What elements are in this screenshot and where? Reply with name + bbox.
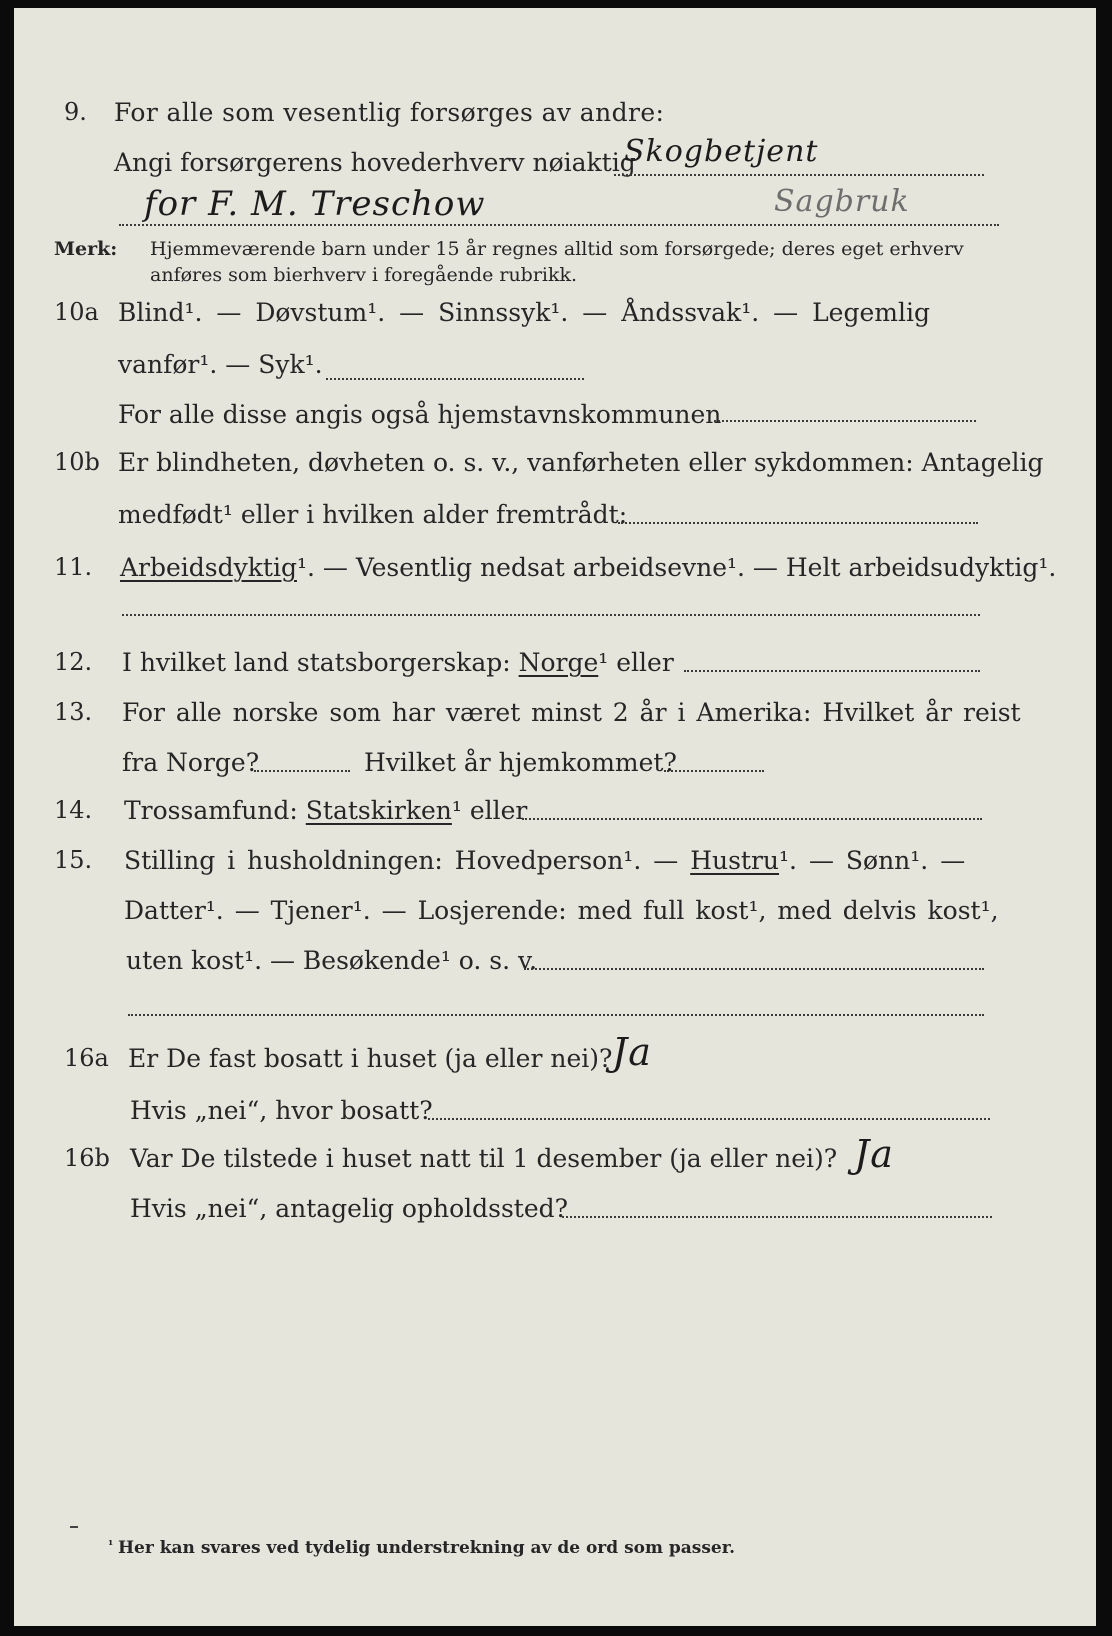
q16b-line-1: Var De tilstede i huset natt til 1 desember (ja eller nei)? <box>130 1144 838 1173</box>
q16a-row-2 <box>14 1096 1096 1132</box>
q10a-row-2 <box>14 350 1096 386</box>
q9-answer-row-2 <box>14 184 1096 232</box>
q13-row-2 <box>14 748 1096 784</box>
q9-answer-line-2 <box>119 224 999 226</box>
q11-row <box>14 553 1096 589</box>
q15-line-2: Datter¹. — Tjener¹. — Losjerende: med full kost¹, med delvis kost¹, <box>124 896 999 925</box>
q16a-answer-line <box>428 1118 990 1120</box>
q12-selected-option: Norge <box>518 648 599 677</box>
q10b-row-1 <box>14 448 1096 484</box>
q16a-line-2: Hvis „nei“, hvor bosatt? <box>130 1096 433 1125</box>
q10a-number: 10a <box>54 298 99 326</box>
q13-line-2b: Hvilket år hjemkommet? <box>364 748 677 777</box>
q12-answer-line <box>684 670 980 672</box>
q9-title: For alle som vesentlig forsørges av andre: <box>114 98 665 127</box>
q12-pre: I hvilket land statsborgerskap: <box>122 648 511 677</box>
q16a-number: 16a <box>64 1044 109 1072</box>
q10a-line-2: vanfør¹. — Syk¹. <box>118 350 323 379</box>
q9-answer-line-1 <box>614 174 984 176</box>
q14-pre: Trossamfund: <box>124 796 298 825</box>
q10a-hjemstavn-line <box>714 420 976 422</box>
q16a-row-1 <box>14 1030 1096 1080</box>
q9-prompt: Angi forsørgerens hovederhverv nøiaktig <box>114 148 636 177</box>
q14-selected-option: Statskirken <box>305 796 452 825</box>
q10b-number: 10b <box>54 448 100 476</box>
q14-post: ¹ eller <box>451 796 528 825</box>
q14-row <box>14 796 1096 832</box>
q10a-line-3: For alle disse angis også hjemstavnskommunen <box>118 400 722 429</box>
q9-handwritten-answer-1: Skogbetjent <box>624 134 819 169</box>
q11-selected-option: Arbeidsdyktig <box>120 553 297 582</box>
q9-prompt-row <box>14 134 1096 184</box>
q13-number: 13. <box>54 698 93 726</box>
footnote-dash <box>70 1526 78 1528</box>
census-form-page <box>14 8 1096 1626</box>
q15-line-1a: Stilling i husholdningen: Hovedperson¹. — <box>124 846 679 875</box>
q10b-row-2 <box>14 500 1096 536</box>
q15-answer-line-2 <box>128 1014 984 1016</box>
footnote-mark: ¹ <box>108 1538 114 1552</box>
q16b-handwritten-answer: Ja <box>854 1132 894 1176</box>
q15-line-3: uten kost¹. — Besøkende¹ o. s. v. <box>126 946 538 975</box>
q14-answer-line <box>522 818 982 820</box>
q15-line-1 <box>124 846 965 875</box>
q15-row-1 <box>14 846 1096 882</box>
q16b-row-2 <box>14 1194 1096 1230</box>
q9-handwritten-answer-2-faint: Sagbruk <box>774 184 910 219</box>
q10a-row-3 <box>14 400 1096 436</box>
q10a-row-1 <box>14 298 1096 334</box>
q11-text <box>120 553 1056 582</box>
q16a-line-1: Er De fast bosatt i huset (ja eller nei)? <box>128 1044 613 1073</box>
q9-merk-row-2 <box>14 264 1096 300</box>
q13-line-2a: fra Norge? <box>122 748 260 777</box>
q10b-line-1: Er blindheten, døvheten o. s. v., vanførheten eller sykdommen: Antagelig <box>118 448 1044 477</box>
q9-title-row <box>14 98 1096 134</box>
q16b-row-1 <box>14 1132 1096 1180</box>
q12-row <box>14 648 1096 684</box>
q9-number: 9. <box>64 98 87 126</box>
q15-row-2 <box>14 896 1096 932</box>
q15-answer-line <box>524 968 984 970</box>
q14-number: 14. <box>54 796 93 824</box>
q15-number: 15. <box>54 846 93 874</box>
q12-number: 12. <box>54 648 93 676</box>
q16a-handwritten-answer: Ja <box>612 1030 652 1074</box>
q11-number: 11. <box>54 553 93 581</box>
q16b-number: 16b <box>64 1144 110 1172</box>
q11-answer-line <box>122 614 980 616</box>
merk-line-1: Hjemmeværende barn under 15 år regnes alltid som forsørgede; deres eget erhverv <box>150 238 964 260</box>
q10b-line-2: medfødt¹ eller i hvilken alder fremtrådt: <box>118 500 628 529</box>
q11-rest: ¹. — Vesentlig nedsat arbeidsevne¹. — Helt arbeidsudyktig¹. <box>296 553 1057 582</box>
footnote-text: Her kan svares ved tydelig understrekning av de ord som passer. <box>118 1538 736 1558</box>
q15-row-3 <box>14 946 1096 982</box>
q13-hjemkommet-line <box>664 770 764 772</box>
merk-line-2: anføres som bierhverv i foregående rubrikk. <box>150 264 578 286</box>
q13-row-1 <box>14 698 1096 734</box>
q9-handwritten-answer-2: for F. M. Treschow <box>144 184 486 224</box>
q15-selected-option: Hustru <box>690 846 780 875</box>
q10a-line-1: Blind¹. — Døvstum¹. — Sinnssyk¹. — Åndssvak¹. — Legemlig <box>118 298 930 327</box>
merk-label: Merk: <box>54 238 118 260</box>
q16b-line-2: Hvis „nei“, antagelig opholdssted? <box>130 1194 569 1223</box>
q15-line-1b: ¹. — Sønn¹. — <box>779 846 966 875</box>
q12-text <box>122 648 674 677</box>
q16b-answer-line <box>562 1216 992 1218</box>
q13-reist-line <box>254 770 350 772</box>
q10b-answer-line <box>618 522 978 524</box>
q12-post: ¹ eller <box>598 648 674 677</box>
q14-text <box>124 796 527 825</box>
q10a-answer-line <box>326 378 584 380</box>
q13-line-1: For alle norske som har været minst 2 år i Amerika: Hvilket år reist <box>122 698 1021 727</box>
